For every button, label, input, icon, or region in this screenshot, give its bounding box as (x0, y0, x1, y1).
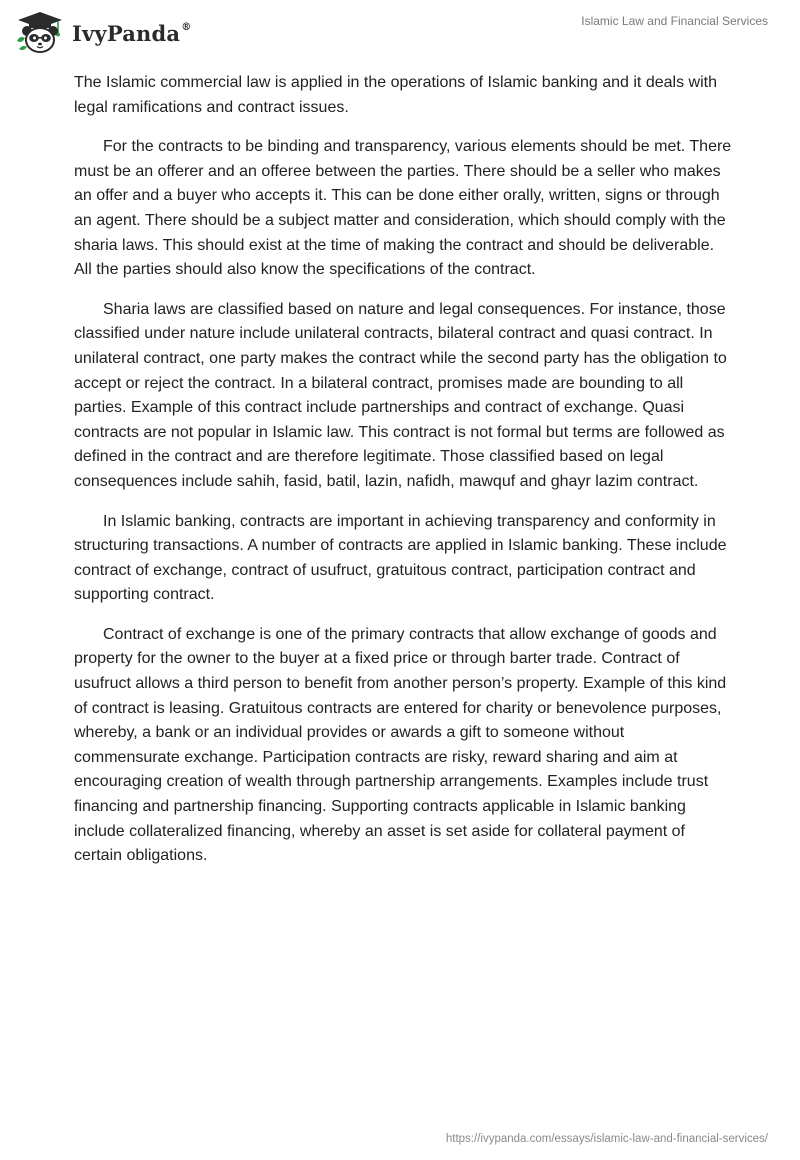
paragraph: For the contracts to be binding and transparency, various elements should be met. There must be an offerer and an offeree between the parties. There should be a seller who makes an offer and a buyer who accepts it. This can be done either orally, written, signs or through an agent. There should be a subject matter and consideration, which should comply with the sharia laws. This should exist at the time of making the contract and should be deliverable. All the parties should also know the specifications of the contract. (74, 138, 732, 279)
registered-mark: ® (181, 22, 192, 33)
brand-name (72, 21, 191, 46)
paragraph: Contract of exchange is one of the primary contracts that allow exchange of goods and property for the owner to the buyer at a fixed price or through barter trade. Contract of usufruct allows a third person to benefit from another person’s property. Example of this kind of contract is leasing. Gratuitous contracts are entered for charity or benevolence purposes, whereby, a bank or an individual provides or awards a gift to someone without commensurate exchange. Participation contracts are risky, reward sharing and aim at encouraging creation of wealth through partnership arrangements. Examples include trust financing and partnership financing. Supporting contracts applicable in Islamic banking include collateralized financing, whereby an asset is set aside for collateral payment of certain obligations. (74, 625, 727, 865)
essay-body (74, 71, 734, 884)
paragraph: Sharia laws are classified based on nature and legal consequences. For instance, those classified under nature include unilateral contracts, bilateral contract and quasi contract. In unilateral contract, one party makes the contract while the second party has the obligation to accept or reject the contract. In a bilateral contract, promises made are bounding to all parties. Example of this contract include partnerships and contract of exchange. Quasi contracts are not popular in Islamic law. This contract is not formal but terms are followed as defined in the contract and are therefore legitimate. Those classified based on legal consequences include sahih, fasid, batil, lazin, nafidh, mawquf and ghayr lazim contract. (74, 300, 727, 490)
ivypanda-logo[interactable] (14, 9, 191, 55)
document-title: Islamic Law and Financial Services (581, 14, 768, 28)
panda-graduate-icon (14, 9, 66, 55)
page-header (0, 0, 800, 60)
brand-name-text: IvyPanda (72, 21, 181, 46)
paragraph: The Islamic commercial law is applied in the operations of Islamic banking and it deals with legal ramifications and contract issues. (74, 74, 717, 116)
source-url[interactable]: https://ivypanda.com/essays/islamic-law-and-financial-services/ (445, 1133, 768, 1145)
paragraph: In Islamic banking, contracts are important in achieving transparency and conformity in structuring transactions. A number of contracts are applied in Islamic banking. These include contract of exchange, contract of usufruct, gratuitous contract, participation contract and supporting contract. (74, 512, 727, 604)
